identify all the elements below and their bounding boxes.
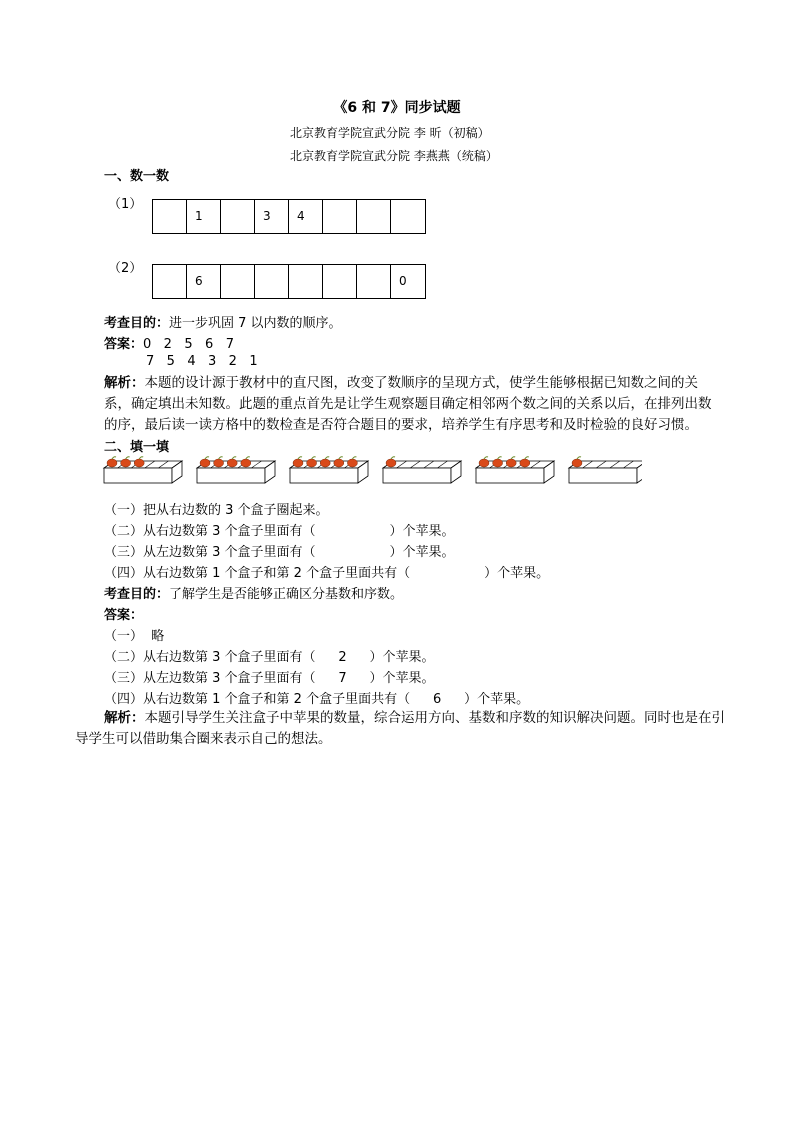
s2-a2 xyxy=(104,646,435,665)
s1-answer-line-2: 7 5 4 3 2 1 xyxy=(146,354,258,369)
s2-q4 xyxy=(104,562,549,581)
author-line-1: 北京教育学院宣武分院 李 昕（初稿） xyxy=(290,126,490,140)
apple-icon xyxy=(307,459,317,467)
apple-icon xyxy=(293,459,303,467)
s2-q4-pre: （四）从右边数第 1 个盒子和第 2 个盒子里面共有（ xyxy=(104,566,411,581)
s1-purpose-label: 考查目的： xyxy=(104,316,170,331)
q2-label: （2） xyxy=(108,261,143,276)
apple-icon xyxy=(520,459,530,467)
s2-q3-post: ）个苹果。 xyxy=(389,545,455,560)
s2-analysis-text: 本题引导学生关注盒子中苹果的数量，综合运用方向、基数和序数的知识解决问题。同时也是在引导学生可以借助集合圈来表示自己的想法。 xyxy=(75,710,725,747)
apple-boxes-illustration xyxy=(102,455,642,491)
number-grid-2 xyxy=(152,264,426,299)
apple-box xyxy=(104,457,182,483)
apple-box xyxy=(476,457,554,483)
apple-icon xyxy=(493,459,503,467)
author-line-2: 北京教育学院宣武分院 李燕燕（统稿） xyxy=(290,149,498,163)
s1-answer xyxy=(104,333,234,352)
s2-analysis-label: 解析： xyxy=(104,710,145,726)
apple-icon xyxy=(241,459,251,467)
document-title: 《6 和 7》同步试题 xyxy=(333,100,461,116)
grid-cell[interactable] xyxy=(221,265,255,298)
apple-box xyxy=(290,457,368,483)
apple-icon xyxy=(347,459,357,467)
apple-icon xyxy=(121,459,131,467)
s2-answer-label: 答案： xyxy=(104,608,144,623)
s2-a2-post: ）个苹果。 xyxy=(369,650,435,665)
s2-analysis xyxy=(75,708,725,750)
apple-icon xyxy=(572,459,582,467)
s2-a3-pre: （三）从左边数第 3 个盒子里面有（ xyxy=(104,671,316,686)
s2-q3-pre: （三）从左边数第 3 个盒子里面有（ xyxy=(104,545,316,560)
s2-a3-post: ）个苹果。 xyxy=(369,671,435,686)
section-1-heading: 一、数一数 xyxy=(104,169,170,184)
s2-q4-post: ）个苹果。 xyxy=(484,566,550,581)
apple-icon xyxy=(386,459,396,467)
s2-purpose xyxy=(104,583,403,602)
grid-cell[interactable] xyxy=(391,200,425,233)
apple-icon xyxy=(506,459,516,467)
apple-icon xyxy=(320,459,330,467)
s1-analysis-label: 解析： xyxy=(104,375,145,391)
q1-label: （1） xyxy=(108,197,143,212)
s2-q2 xyxy=(104,520,455,539)
s2-q2-post: ）个苹果。 xyxy=(389,524,455,539)
grid-cell[interactable]: 3 xyxy=(255,200,289,233)
grid-cell[interactable]: 0 xyxy=(399,274,407,288)
s2-q3 xyxy=(104,541,455,560)
grid-cell[interactable]: 6 xyxy=(187,265,221,298)
apple-icon xyxy=(479,459,489,467)
s2-a3 xyxy=(104,667,435,686)
apple-icon xyxy=(214,459,224,467)
apple-icon xyxy=(334,459,344,467)
grid-cell[interactable] xyxy=(255,265,289,298)
apple-icon xyxy=(134,459,144,467)
s2-a4-post: ）个苹果。 xyxy=(464,692,530,707)
number-grid-1 xyxy=(152,199,426,234)
grid-cell[interactable] xyxy=(153,200,187,233)
s2-q2-pre: （二）从右边数第 3 个盒子里面有（ xyxy=(104,524,316,539)
s2-purpose-label: 考查目的： xyxy=(104,587,170,602)
grid-cell[interactable] xyxy=(323,200,357,233)
s2-a4 xyxy=(104,688,529,707)
apple-box xyxy=(197,457,275,483)
s1-answer-label: 答案： xyxy=(104,337,144,352)
apple-box xyxy=(569,457,642,483)
grid-cell[interactable] xyxy=(289,265,323,298)
grid-cell[interactable] xyxy=(323,265,357,298)
apple-box xyxy=(383,457,461,483)
grid-cell[interactable] xyxy=(153,265,187,298)
s1-analysis xyxy=(104,373,718,436)
apple-icon xyxy=(200,459,210,467)
s2-q1: （一）把从右边数的 3 个盒子圈起来。 xyxy=(104,503,329,518)
grid-cell[interactable] xyxy=(221,200,255,233)
apple-icon xyxy=(107,459,117,467)
s1-answer-line-1: 0 2 5 6 7 xyxy=(143,337,234,352)
s1-purpose xyxy=(104,312,342,331)
s1-analysis-text: 本题的设计源于教材中的直尺图，改变了数顺序的呈现方式，使学生能够根据已知数之间的关系，确定填出未知数。此题的重点首先是让学生观察题目确定相邻两个数之间的关系以后，在排列出数的序，最后读一读方格中的数检查是否符合题目的要求，培养学生有序思考和及时检验的良好习惯。 xyxy=(104,375,712,433)
s2-a4-pre: （四）从右边数第 1 个盒子和第 2 个盒子里面共有（ xyxy=(104,692,411,707)
s2-a2-value: 2 xyxy=(338,650,347,665)
grid-cell[interactable] xyxy=(357,200,391,233)
s2-purpose-text: 了解学生是否能够正确区分基数和序数。 xyxy=(169,587,404,602)
grid-cell[interactable]: 1 xyxy=(187,200,221,233)
s1-purpose-text: 进一步巩固 7 以内数的顺序。 xyxy=(169,316,342,331)
s2-a2-pre: （二）从右边数第 3 个盒子里面有（ xyxy=(104,650,316,665)
apple-icon xyxy=(227,459,237,467)
s2-a3-value: 7 xyxy=(338,671,347,686)
section-2-heading: 二、填一填 xyxy=(104,440,170,455)
grid-cell[interactable] xyxy=(357,265,391,298)
s2-a1: （一） 略 xyxy=(104,629,165,644)
s2-a4-value: 6 xyxy=(432,692,442,707)
grid-cell[interactable]: 4 xyxy=(289,200,323,233)
